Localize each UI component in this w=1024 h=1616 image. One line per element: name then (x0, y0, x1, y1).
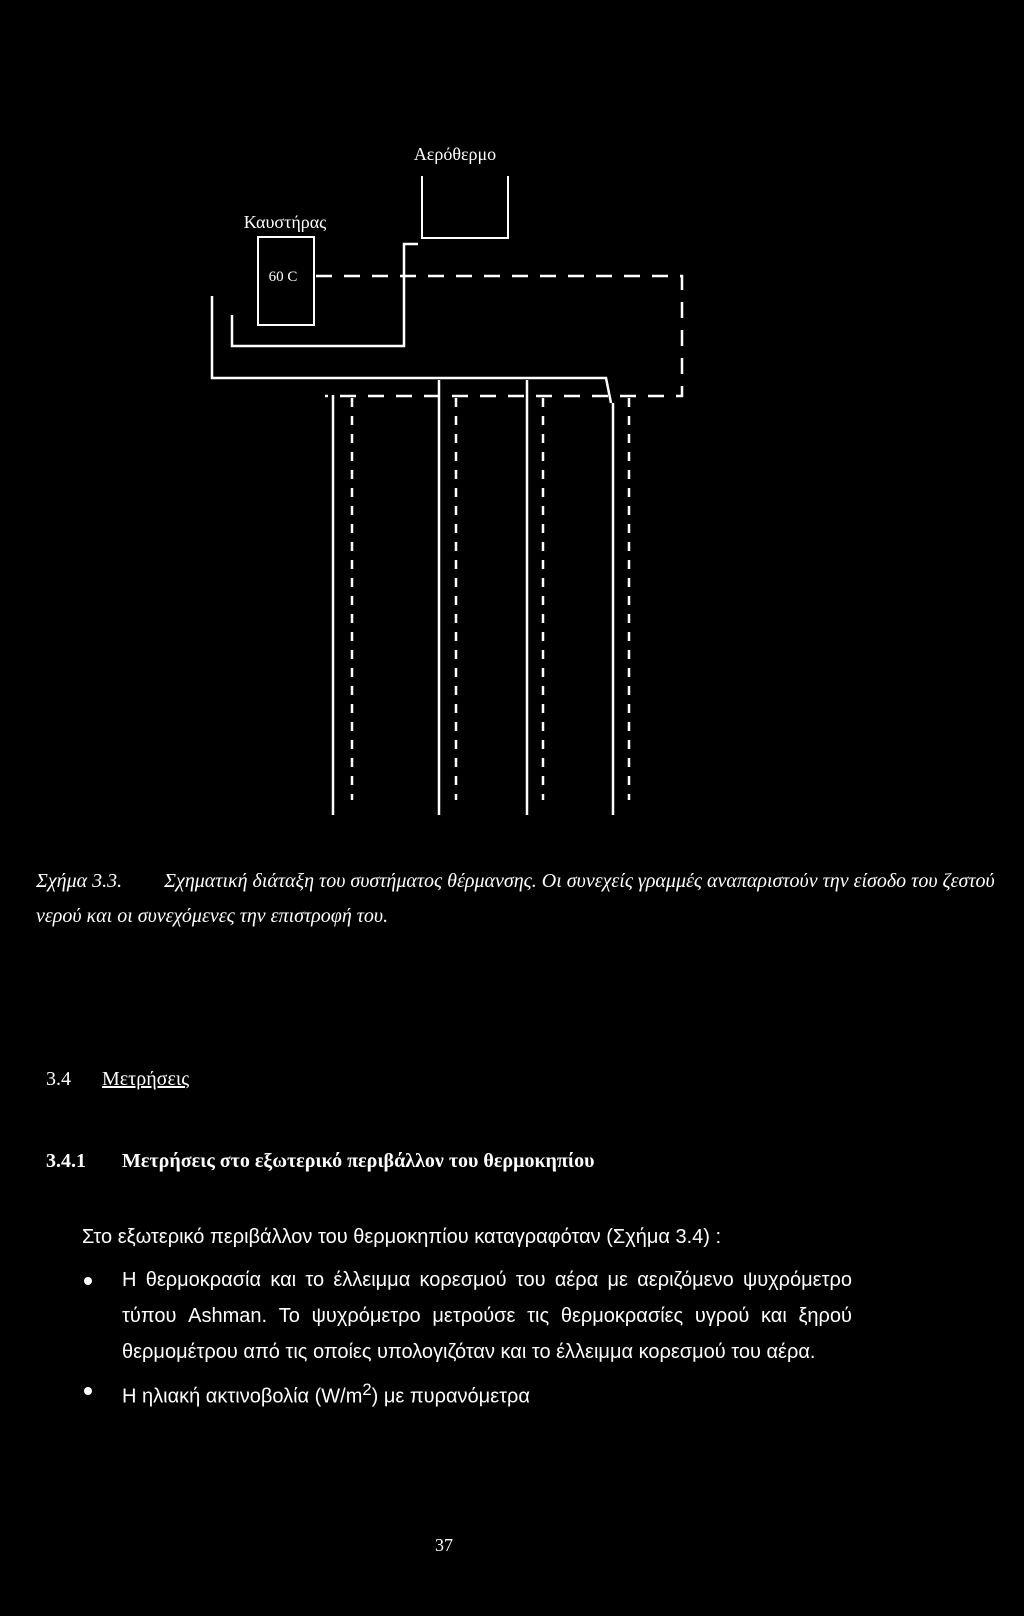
section-title: Μετρήσεις (102, 1068, 190, 1090)
figure-caption (36, 864, 996, 934)
list-item (82, 1262, 852, 1370)
list-item (82, 1372, 852, 1415)
bullet-icon (84, 1277, 92, 1285)
intro-paragraph: Στο εξωτερικό περιβάλλον του θερμοκηπίου καταγραφόταν (Σχήμα 3.4) : (82, 1226, 722, 1248)
list-item-text-end: ) με πυρανόμετρα (371, 1385, 530, 1408)
unit-superscript: 2 (362, 1380, 372, 1399)
air-heater-unit (422, 176, 508, 238)
boiler-temperature-label: 60 C (268, 269, 298, 285)
list-item-text: Η θερμοκρασία και το έλλειμμα κορεσμού του αέρα με αεριζόμενο ψυχρόμετρο τύπου Ashman. Το ψυχρόμετρο μετρούσε τις θερμοκρασίες υγρού και ξηρού θερμομέτρου από τις οποίες υπολογιζόταν και το έλλειμμα κορεσμού του αέρα. (122, 1269, 852, 1363)
section-heading (46, 1068, 189, 1091)
figure-label: Σχήμα 3.3. (36, 870, 123, 892)
subsection-title: Μετρήσεις στο εξωτερικό περιβάλλον του θερμοκηπίου (122, 1150, 595, 1172)
supply-pipes (212, 244, 613, 815)
bullet-icon (84, 1387, 92, 1395)
return-drops (352, 398, 629, 800)
boiler-label: Καυστήρας (243, 212, 327, 232)
section-number: 3.4 (46, 1068, 71, 1090)
measurement-list (82, 1262, 852, 1417)
page-number: 37 (435, 1535, 453, 1555)
subsection-number: 3.4.1 (46, 1150, 86, 1172)
figure-caption-text: Σχηματική διάταξη του συστήματος θέρμανσης. Οι συνεχείς γραμμές αναπαριστούν την είσοδο του ζεστού νερού και οι συνεχόμενες την επιστροφή του. (36, 870, 995, 927)
subsection-heading (46, 1150, 594, 1173)
air-heater-label: Αερόθερμο (413, 144, 497, 164)
list-item-text: Η ηλιακή ακτινοβολία (W/m (122, 1385, 363, 1408)
